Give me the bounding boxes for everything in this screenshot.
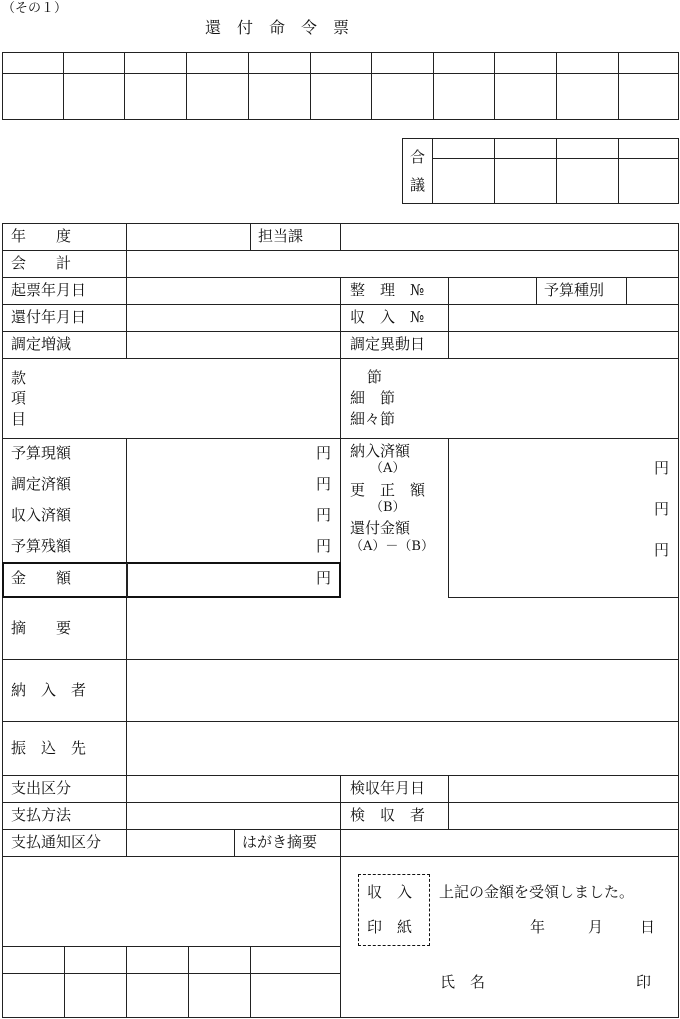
yen-label: 円	[316, 537, 332, 555]
seal-label: 印	[636, 973, 652, 991]
moku-label: 目	[11, 410, 27, 428]
summary-label: 摘 要	[11, 619, 72, 637]
stamp-line2: 印 紙	[367, 918, 413, 936]
kan-label: 款	[11, 369, 27, 387]
inspection-date-label: 検収年月日	[350, 779, 426, 797]
budget-remaining-label: 予算残額	[11, 537, 72, 555]
adjust-change-date-label: 調定異動日	[350, 335, 426, 353]
approval-label-bottom: 議	[410, 176, 426, 194]
yen-label: 円	[316, 475, 332, 493]
corrected-label: 更 正 額	[350, 481, 426, 499]
saisetsu-label: 細 節	[350, 389, 396, 407]
yen-label: 円	[316, 569, 332, 587]
form-variant-label: （その１）	[2, 1, 68, 16]
receipt-no-label: 収 入 №	[350, 308, 425, 326]
account-label: 会 計	[11, 254, 72, 272]
expense-category-label: 支出区分	[11, 779, 72, 797]
refund-sub-label: （A）－（B）	[350, 539, 434, 554]
paid-label: 納入済額	[350, 442, 411, 460]
yen-label: 円	[316, 444, 332, 462]
payment-notice-label: 支払通知区分	[11, 833, 102, 851]
yen-label: 円	[654, 459, 670, 477]
stamp-line1: 収 入	[367, 883, 413, 901]
budget-current-label: 予算現額	[11, 444, 72, 462]
month-label: 月	[588, 918, 604, 936]
approval-box	[402, 138, 679, 204]
yen-label: 円	[654, 500, 670, 518]
year-label: 年	[530, 918, 546, 936]
saisaisetsu-label: 細々節	[350, 410, 396, 428]
fiscal-year-label: 年 度	[11, 227, 72, 245]
inspector-label: 検 収 者	[350, 806, 426, 824]
refund-label: 還付金額	[350, 519, 411, 537]
name-label: 氏 名	[440, 973, 486, 991]
transfer-to-label: 振 込 先	[11, 739, 87, 757]
corrected-sub-label: （B）	[370, 500, 406, 515]
adjusted-label: 調定済額	[11, 475, 72, 493]
draft-date-label: 起票年月日	[11, 281, 87, 299]
yen-label: 円	[654, 541, 670, 559]
top-grid	[2, 52, 679, 120]
adjust-change-label: 調定増減	[11, 335, 72, 353]
serial-no-label: 整 理 №	[350, 281, 425, 299]
approval-label-top: 合	[410, 148, 426, 166]
received-text: 上記の金額を受領しました。	[439, 883, 635, 901]
yen-label: 円	[316, 506, 332, 524]
day-label: 日	[640, 918, 656, 936]
paid-sub-label: （A）	[370, 461, 406, 476]
postcard-summary-label: はがき摘要	[242, 833, 318, 851]
payment-method-label: 支払方法	[11, 806, 72, 824]
amount-label: 金 額	[11, 569, 72, 587]
setsu-label: 節	[367, 368, 383, 386]
form-title: 還 付 命 令 票	[205, 18, 350, 37]
received-label: 収入済額	[11, 506, 72, 524]
kou-label: 項	[11, 389, 27, 407]
payer-label: 納 入 者	[11, 681, 87, 699]
budget-type-label: 予算種別	[544, 281, 605, 299]
department-label: 担当課	[258, 227, 304, 245]
refund-date-label: 還付年月日	[11, 308, 87, 326]
